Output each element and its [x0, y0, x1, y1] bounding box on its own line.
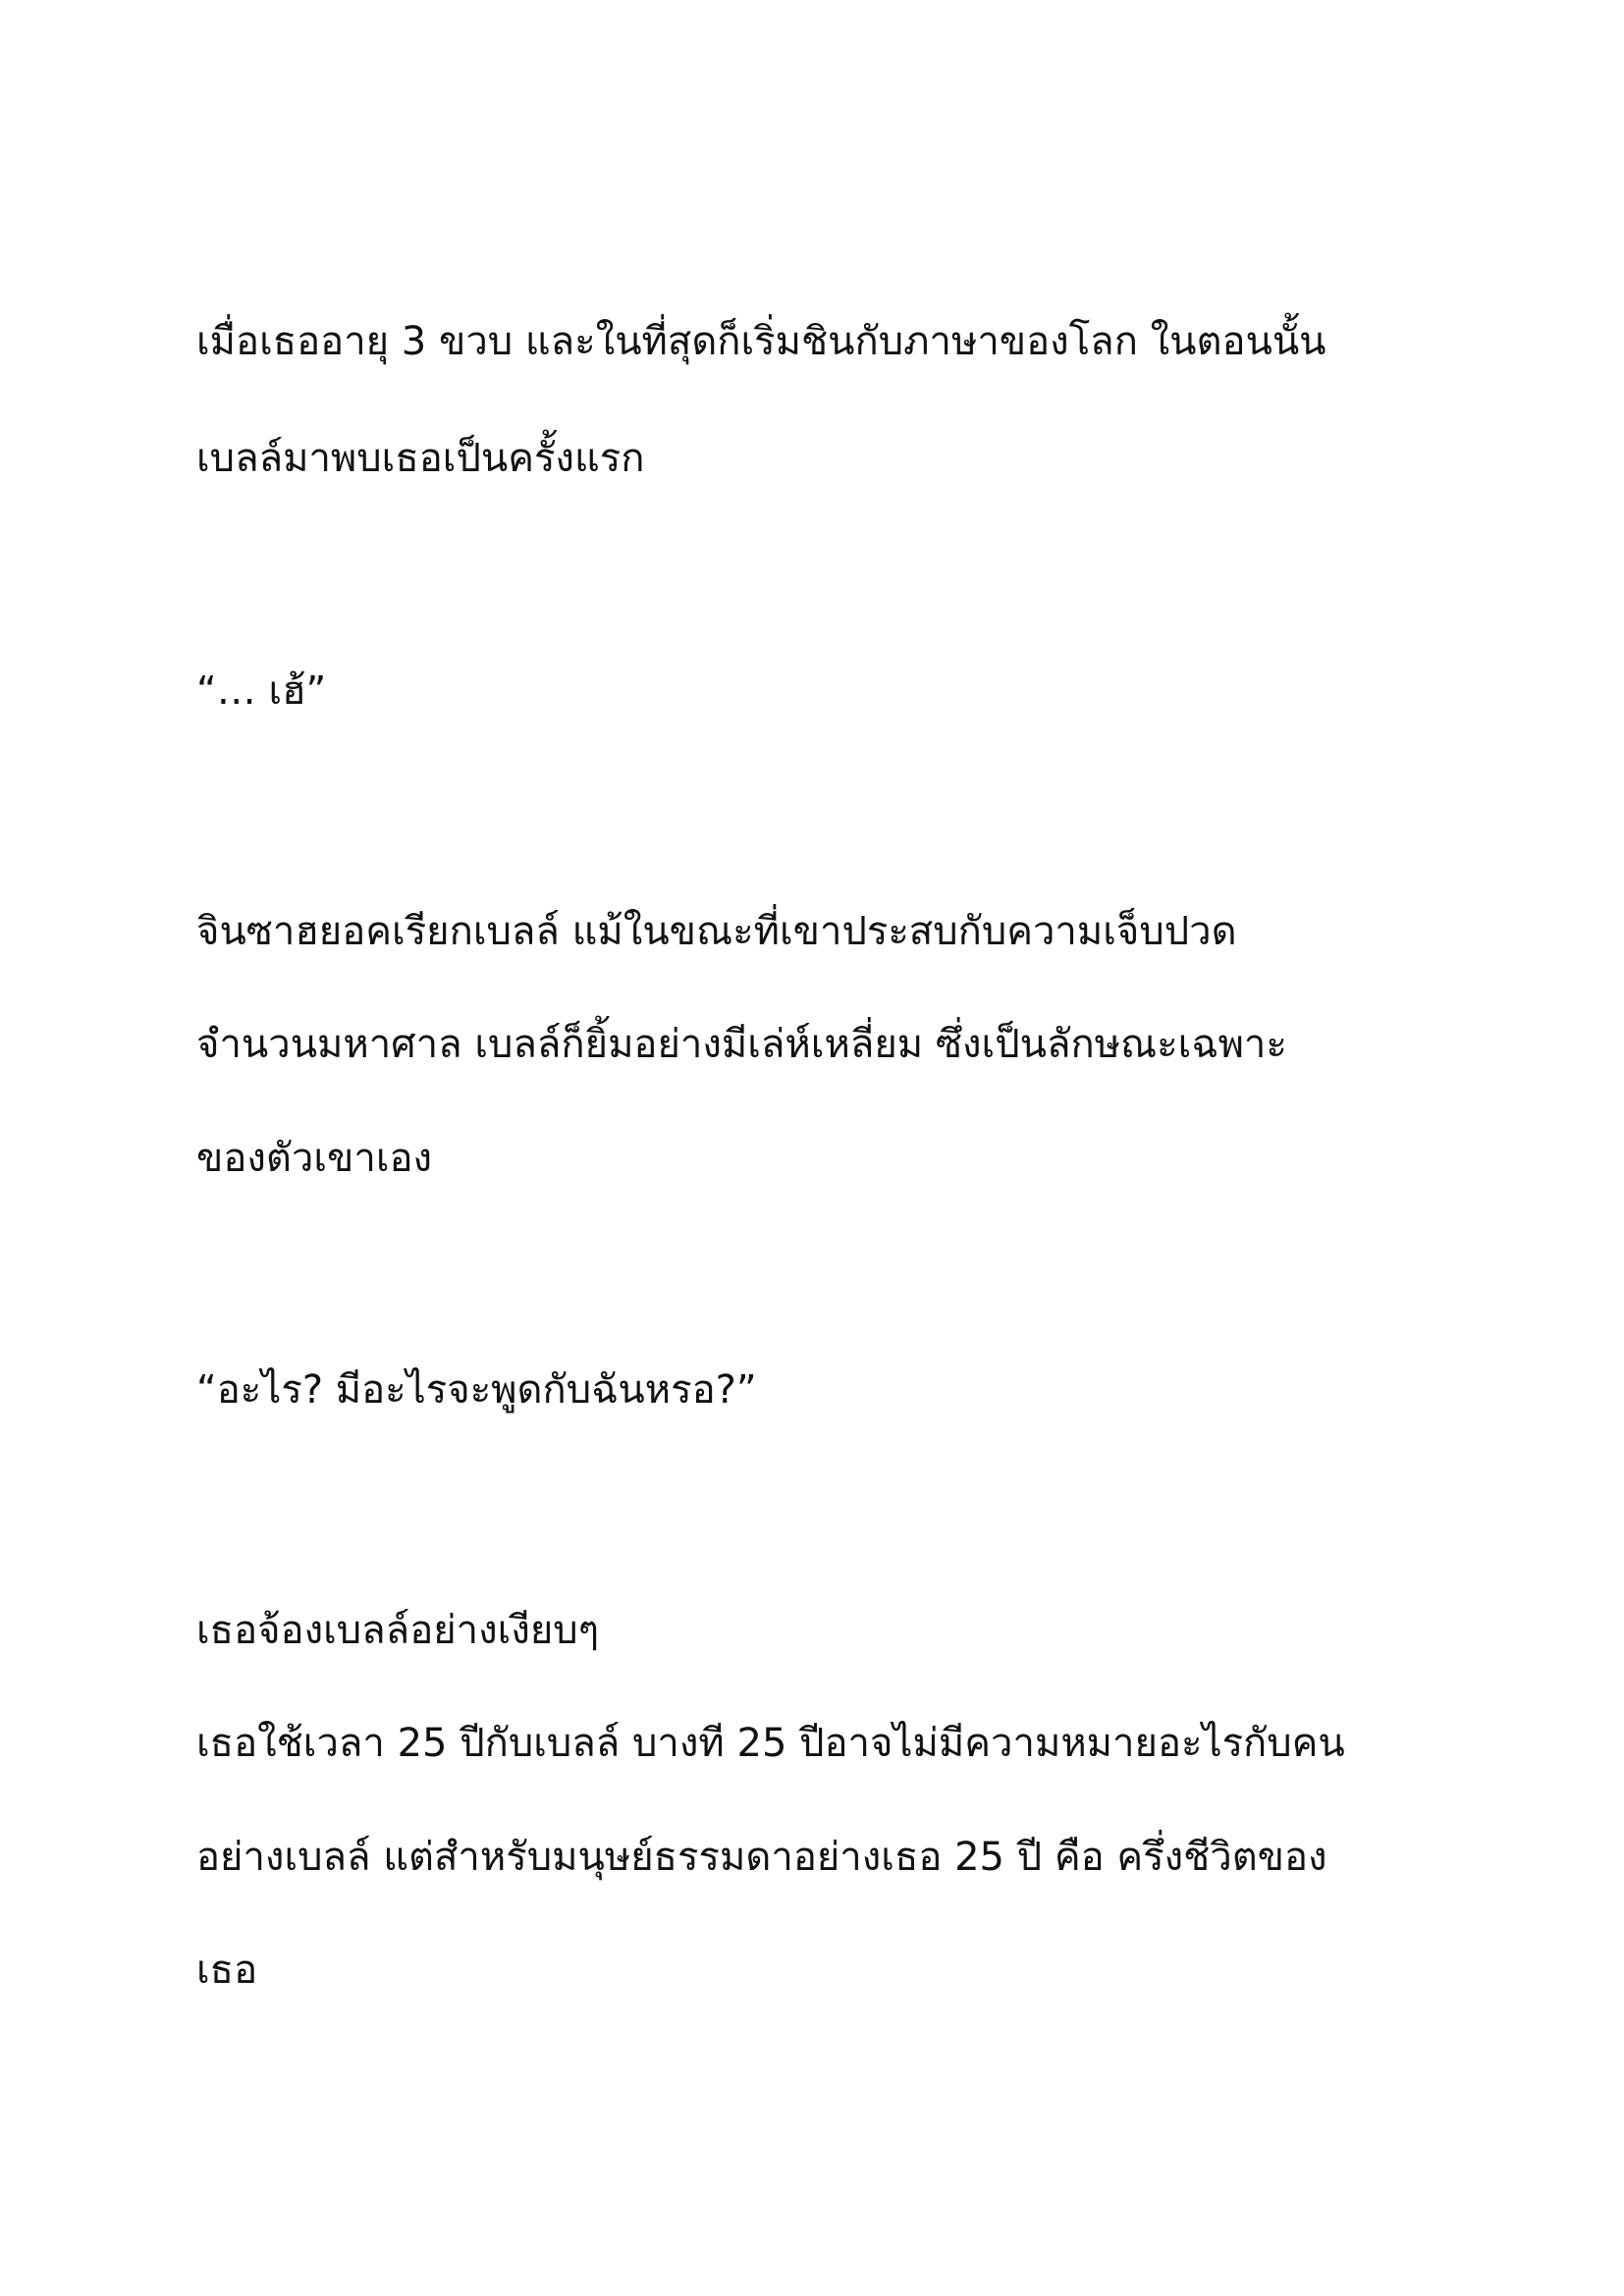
paragraph-2-line-3: ของตัวเขาเอง	[196, 1136, 433, 1181]
paragraph-1-line-1: เมื่อเธออายุ 3 ขวบ และในที่สุดก็เริ่มชินกับภาษาของโลก ในตอนนั้น	[196, 319, 1326, 364]
paragraph-4-line-1: เธอใช้เวลา 25 ปีกับเบลล์ บางที 25 ปีอาจไม่มีความหมายอะไรกับคน	[196, 1721, 1345, 1766]
dialogue-hey: “… เฮ้”	[196, 668, 327, 714]
dialogue-what: “อะไร? มีอะไรจะพูดกับฉันหรอ?”	[196, 1367, 757, 1413]
paragraph-4-line-3: เธอ	[196, 1948, 258, 1993]
paragraph-1-line-2: เบลล์มาพบเธอเป็นครั้งแรก	[196, 436, 645, 481]
paragraph-2-line-2: จำนวนมหาศาล เบลล์ก็ยิ้มอย่างมีเล่ห์เหลี่ยม ซึ่งเป็นลักษณะเฉพาะ	[196, 1022, 1287, 1067]
paragraph-3-line-1: เธอจ้องเบลล์อย่างเงียบๆ	[196, 1608, 600, 1653]
paragraph-2-line-1: จินซาฮยอคเรียกเบลล์ แม้ในขณะที่เขาประสบกับความเจ็บปวด	[196, 909, 1237, 954]
paragraph-4-line-2: อย่างเบลล์ แต่สำหรับมนุษย์ธรรมดาอย่างเธอ 25 ปี คือ ครึ่งชีวิตของ	[196, 1835, 1327, 1880]
